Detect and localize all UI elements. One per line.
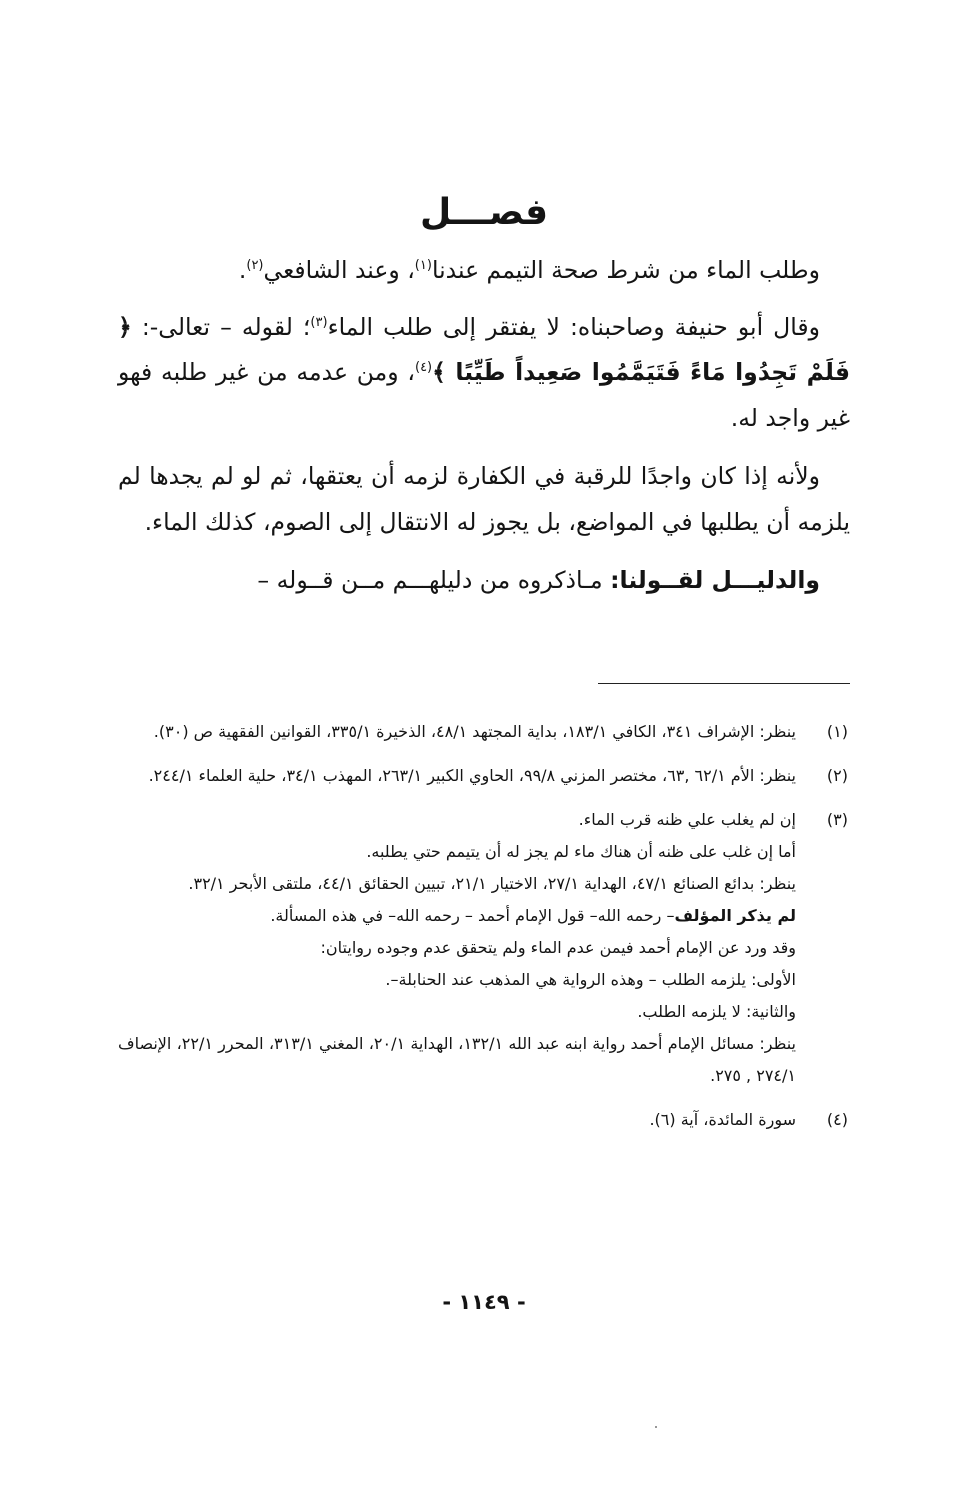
paragraph-1-text-3: . bbox=[238, 256, 247, 284]
footnote-body bbox=[118, 760, 796, 792]
quran-verse: ﴿ فَلَمْ تَجِدُوا مَاءً فَتَيَمَّمُوا صَعِيداً طَيِّبًا ﴾ bbox=[118, 312, 850, 386]
evidence-lead: والدليـــل لقــولنا: bbox=[610, 566, 820, 594]
paragraph-1-text-2: ، وعند الشافعي bbox=[263, 256, 415, 284]
author-note-lead: لم يذكر المؤلف bbox=[674, 906, 796, 925]
page-number: - ١١٤٩ - bbox=[442, 1290, 526, 1314]
paragraph-2 bbox=[118, 305, 850, 442]
footnote-line: ينظر: مسائل الإمام أحمد رواية ابنه عبد الله ١٣٢/١، الهداية ٢٠/١، المغني ٣١٣/١، المحرر ٢٢/١، الإنصاف ٢٧٤/١ , ٢٧٥. bbox=[118, 1034, 797, 1085]
footnote-separator bbox=[598, 683, 850, 684]
footnote-line: ينظر: الإشراف ٣٤١، الكافي ١٨٣/١، بداية المجتهد ٤٨/١، الذخيرة ٣٣٥/١، القوانين الفقهية ص (٣٠). bbox=[153, 722, 796, 741]
paragraph-2-text-2: ؛ لقوله – تعالى-: bbox=[131, 312, 311, 341]
footnote-2 bbox=[118, 760, 853, 792]
footnote-number: (٢) bbox=[826, 766, 848, 785]
paragraph-3: ولأنه إذا كان واجدًا للرقبة في الكفارة لزمه أن يعتقها، ثم لو لم يجدها لم يلزمه أن يطلبها في المواضع، بل يجوز له الانتقال إلى الصوم، كذلك الماء. bbox=[118, 462, 850, 536]
footnote-line: سورة المائدة، آية (٦). bbox=[649, 1110, 796, 1129]
paragraph-2-text: وقال أبو حنيفة وصاحبناه: لا يفتقر إلى طلب الماء bbox=[327, 312, 820, 341]
footnote-ref-1: (١) bbox=[414, 258, 432, 274]
paragraph-4-text: مـاذكروه من دليلهـــم مــن قــوله – bbox=[257, 566, 611, 594]
section-heading-text: فصـــل bbox=[419, 192, 549, 233]
paragraph-4 bbox=[118, 558, 850, 604]
footnote-3 bbox=[118, 804, 853, 1092]
section-heading bbox=[0, 192, 968, 233]
footnote-line bbox=[118, 900, 796, 932]
footnote-number: (١) bbox=[826, 722, 848, 741]
paragraph-1 bbox=[118, 248, 850, 294]
footnotes bbox=[118, 716, 853, 1148]
footnote-line: وقد ورد عن الإمام أحمد فيمن عدم الماء ولم يتحقق عدم وجوده روايتان: bbox=[320, 938, 796, 957]
footnote-line: ينظر: بدائع الصنائع ٤٧/١، الهداية ٢٧/١، الاختيار ٢١/١، تبيين الحقائق ٤٤/١، ملتقى الأبحر ٣٢/١. bbox=[188, 874, 796, 893]
paragraph-1-text: وطلب الماء من شرط صحة التيمم عندنا bbox=[431, 256, 820, 284]
main-text bbox=[118, 248, 850, 617]
paragraph-2-text-3: ، ومن عدمه من غير طلبه فهو غير واجد له. bbox=[118, 358, 850, 432]
footnote-body bbox=[118, 804, 796, 1092]
footnote-number: (٣) bbox=[826, 810, 848, 829]
footnote-ref-3: (٣) bbox=[310, 314, 328, 330]
author-note-text: – رحمه الله– قول الإمام أحمد – رحمه الله– في هذه المسألة. bbox=[270, 906, 675, 925]
footnote-line: إن لم يغلب علي ظنه قرب الماء. bbox=[578, 810, 796, 829]
footnote-ref-4: (٤) bbox=[414, 360, 433, 376]
footnote-body bbox=[118, 1104, 796, 1136]
footnote-1 bbox=[118, 716, 853, 748]
scan-speck bbox=[655, 1426, 657, 1428]
footnote-line: أما إن غلب على ظنه أن هناك ماء لم يجز له أن يتيمم حتي يطلبه. bbox=[366, 842, 796, 861]
footnote-4 bbox=[118, 1104, 853, 1136]
footnote-body bbox=[118, 716, 796, 748]
footnote-ref-2: (٢) bbox=[246, 258, 264, 274]
footnote-line: والثانية: لا يلزمه الطلب. bbox=[637, 1002, 796, 1021]
footnote-number: (٤) bbox=[826, 1110, 848, 1129]
footnote-line: ينظر: الأم ٦٢/١ ,٦٣، مختصر المزني ٩٩/٨، الحاوي الكبير ٢٦٣/١، المهذب ٣٤/١، حلية العلماء ٢٤٤/١. bbox=[148, 766, 796, 785]
footnote-line: الأولى: يلزمه الطلب – وهذه الرواية هي المذهب عند الحنابلة–. bbox=[385, 970, 796, 989]
